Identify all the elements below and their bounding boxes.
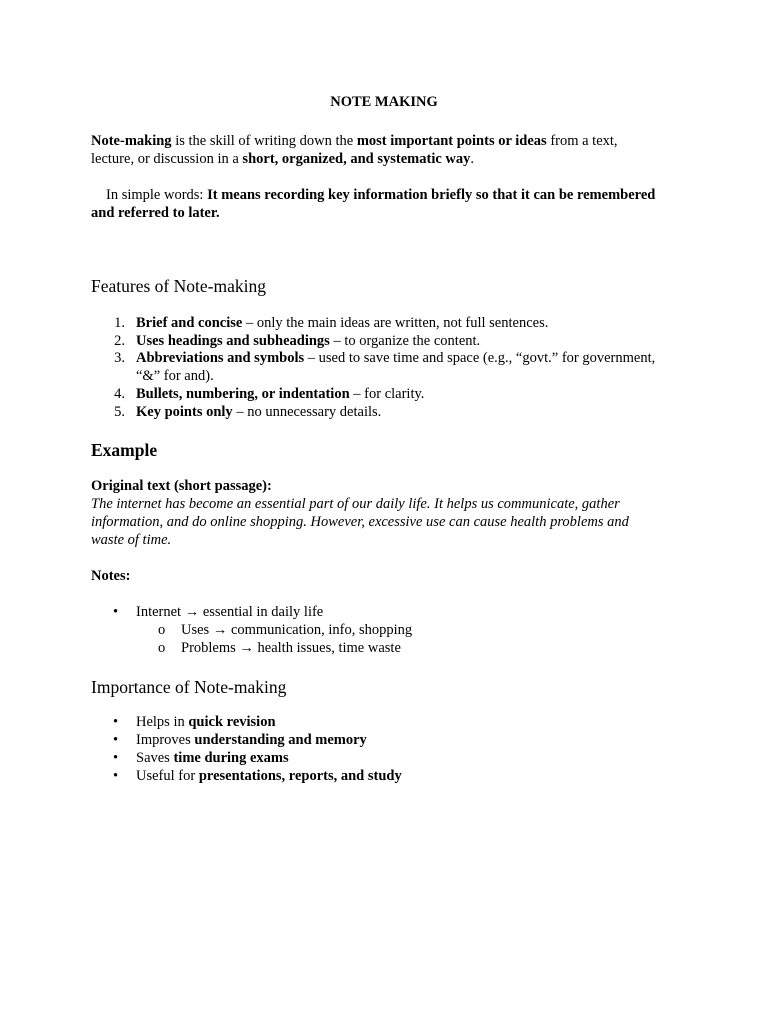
- passage-line: information, and do online shopping. However, excessive use can cause health problems and: [91, 514, 629, 530]
- intro-text: .: [470, 151, 475, 167]
- notes-sub-text: Uses → communication, info, shopping: [181, 622, 413, 638]
- list-item: [91, 314, 691, 332]
- intro-text: from a text,: [546, 133, 618, 149]
- intro-bold: most important points or ideas: [356, 133, 547, 149]
- list-number: 5.: [114, 404, 125, 420]
- features-heading: Features of Note-making: [91, 276, 266, 296]
- simple-bold: and referred to later.: [91, 205, 220, 221]
- list-item: [91, 349, 691, 385]
- list-item-bold: presentations, reports, and study: [198, 768, 402, 784]
- intro-line-2: [91, 150, 691, 168]
- list-number: 1.: [114, 315, 125, 331]
- list-number: 3.: [114, 350, 125, 366]
- list-item: [91, 767, 691, 785]
- sub-list-item: [91, 621, 691, 639]
- list-item-bold: time during exams: [173, 750, 289, 766]
- list-item: [91, 731, 691, 749]
- list-item-bold: Bullets, numbering, or indentation: [136, 386, 350, 402]
- bullet-icon: •: [113, 750, 119, 766]
- importance-heading: Importance of Note-making: [91, 677, 287, 697]
- list-item-text: [136, 314, 696, 332]
- sub-list-item: [91, 639, 691, 657]
- intro-text: is the skill of writing down the: [171, 133, 357, 149]
- list-item-rest: “&” for and).: [136, 368, 214, 384]
- bullet-icon: •: [113, 604, 119, 620]
- list-item-plain: Helps in: [136, 714, 189, 730]
- notes-sub-text: Problems → health issues, time waste: [181, 640, 401, 656]
- list-item-plain: Improves: [136, 732, 195, 748]
- list-number: 4.: [114, 386, 125, 402]
- simple-bold: It means recording key information briefly so that it can be remembered: [207, 187, 656, 203]
- list-item-plain: Useful for: [136, 768, 199, 784]
- sub-bullet-icon: o: [158, 640, 166, 656]
- list-item: [91, 385, 691, 403]
- example-passage: [91, 495, 711, 549]
- list-item-bold: Key points only: [136, 404, 233, 420]
- simple-line-1: [91, 186, 691, 204]
- list-item-bold: Abbreviations and symbols: [136, 350, 305, 366]
- sub-bullet-icon: o: [158, 622, 166, 638]
- list-item-rest: – only the main ideas are written, not full sentences.: [242, 315, 549, 331]
- notes-label: Notes:: [91, 568, 131, 584]
- intro-text: lecture, or discussion in a: [91, 151, 243, 167]
- bullet-icon: •: [113, 714, 119, 730]
- list-item-rest: – used to save time and space (e.g., “govt.” for government,: [304, 350, 656, 366]
- bullet-icon: •: [113, 768, 119, 784]
- passage-line: The internet has become an essential part of our daily life. It helps us communicate, gather: [91, 496, 620, 512]
- list-item-rest: – to organize the content.: [329, 333, 481, 349]
- simple-prefix: In simple words:: [106, 187, 208, 203]
- list-item: [91, 603, 691, 621]
- list-item: [91, 749, 691, 767]
- original-text-label: Original text (short passage):: [91, 478, 272, 494]
- list-item: [91, 332, 691, 350]
- intro-paragraph: [91, 132, 691, 168]
- list-item-rest: – for clarity.: [349, 386, 425, 402]
- list-item-text: [136, 385, 696, 403]
- page-title: NOTE MAKING: [330, 94, 438, 110]
- bullet-icon: •: [113, 732, 119, 748]
- list-item-bold: Uses headings and subheadings: [136, 333, 330, 349]
- list-item: [91, 403, 691, 421]
- list-item-text: [136, 713, 696, 731]
- list-number: 2.: [114, 333, 125, 349]
- intro-term: Note-making: [91, 133, 172, 149]
- list-item-plain: Saves: [136, 750, 174, 766]
- example-heading: Example: [91, 440, 158, 460]
- list-item-rest: – no unnecessary details.: [232, 404, 382, 420]
- list-item-text: [136, 403, 696, 421]
- list-item-text: [136, 332, 696, 350]
- list-item-text: [136, 349, 696, 385]
- passage-line: waste of time.: [91, 532, 172, 548]
- list-item-text: [136, 731, 696, 749]
- list-item-bold: understanding and memory: [194, 732, 367, 748]
- intro-line-1: [91, 132, 691, 150]
- list-item-bold: quick revision: [188, 714, 276, 730]
- intro-bold: short, organized, and systematic way: [242, 151, 471, 167]
- list-item: [91, 713, 691, 731]
- notes-main-text: Internet → essential in daily life: [136, 604, 324, 620]
- list-item-bold: Brief and concise: [136, 315, 243, 331]
- list-item-text: [136, 749, 696, 767]
- list-item-text: [136, 767, 696, 785]
- simple-words-paragraph: [91, 186, 691, 222]
- simple-line-2: [91, 204, 691, 222]
